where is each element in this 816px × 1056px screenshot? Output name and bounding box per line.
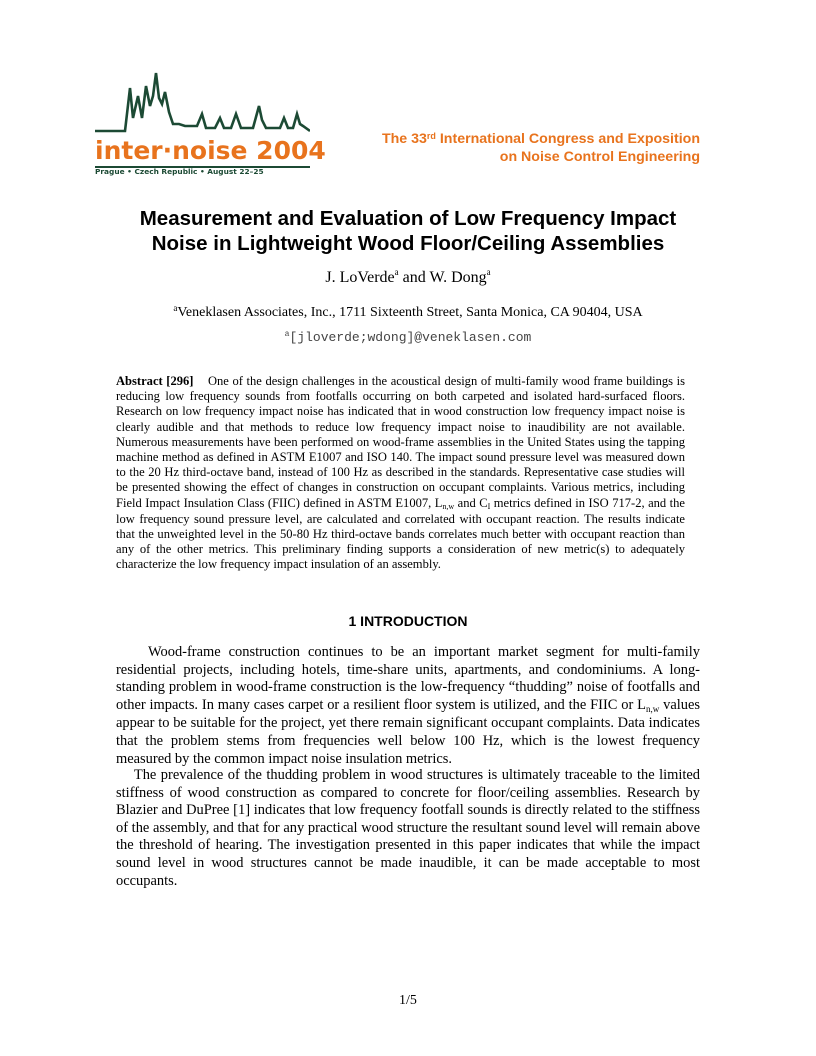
conference-line-1: The 33rd International Congress and Exposition — [381, 131, 700, 147]
page-number: 1/5 — [399, 993, 417, 1008]
paper-title: Measurement and Evaluation of Low Frequency Impact Noise in Lightweight Wood Floor/Ceiling Assemblies — [139, 207, 677, 255]
section-heading: 1 INTRODUCTION — [348, 613, 468, 629]
logo-wordmark: inter·noise 2004 — [95, 136, 326, 165]
abstract: Abstract [296] One of the design challenges in the acoustical design of multi-family wood frame buildings is reducing low frequency sounds from footfalls occurring on both carpeted and isolated hard-surfaced floors. Research on low frequency impact noise has indicated that in wood construction low frequency impact noise is clearly audible and that methods to reduce low frequency impact noise to inaudibility are not available. Numerous measurements have been performed on wood-frame assemblies in the United States using the tapping machine method as defined in ASTM E1007 and ISO 140. The impact sound pressure level was measured down to the 20 Hz third-octave band, instead of 100 Hz as described in the standards. Representative case studies will be presented showing the effect of changes in construction on occupant complaints. Various metrics, including Field Impact Insulation Class (FIIC) defined in ASTM E1007, $L_{n,w}$ and $C_I$ metrics defined in ISO 717-2, and the low frequency sound pressure level, are calculated and correlated with occupant reaction. The results indicate that the unweighted level in the 50-80 Hz third-octave bands correlates much better with occupant reaction than any of the other metrics. This preliminary finding supports a consideration of new metric(s) to adequately characterize the low frequency impact insulation of an assembly. — [116, 374, 685, 572]
conference-header — [382, 130, 700, 166]
conference-line-2: on Noise Control Engineering — [499, 149, 700, 165]
author-list: J. LoVerde$^a$ and W. Dong$^a$ — [325, 267, 491, 286]
logo-subtitle: Prague • Czech Republic • August 22–25 — [95, 167, 264, 176]
body-paragraph: The prevalence of the thudding problem in wood structures is ultimately traceable to the limited stiffness of wood construction as compared to concrete for floor/ceiling assemblies. Research by Blazier and DuPree [1] indicates that low frequency footfall sounds is directly related to the stiffness of the assembly, and that for any practical wood structure the resultant sound level will remain above the threshold of hearing. The investigation presented in this paper indicates that while the impact sound level in wood structures cannot be made inaudible, it can be made acceptable to most occupants. — [116, 767, 701, 889]
author-email: $^a$[jloverde;wdong]@veneklasen.com — [284, 330, 532, 345]
affiliation: $^a$Veneklasen Associates, Inc., 1711 Sixteenth Street, Santa Monica, CA 90404, USA — [173, 303, 643, 320]
author-name: J. LoVerde — [325, 269, 395, 286]
author-name: W. Dong — [429, 269, 487, 286]
abstract-label: Abstract [296] — [116, 374, 194, 388]
body-paragraph: Wood-frame construction continues to be an important market segment for multi-family residential projects, including hotels, time-share units, apartments, and condominiums. A long-standing problem in wood-frame construction is the low-frequency “thudding” noise of footfalls and other impacts. In many cases carpet or a resilient floor system is utilized, and the FIIC or $L_{n,w}$ values appear to be suitable for the project, yet there remain significant occupant complaints. Data indicates that the problem stems from frequencies well below 100 Hz, which is the lowest frequency measured by the common impact noise insulation metrics. — [116, 644, 701, 767]
